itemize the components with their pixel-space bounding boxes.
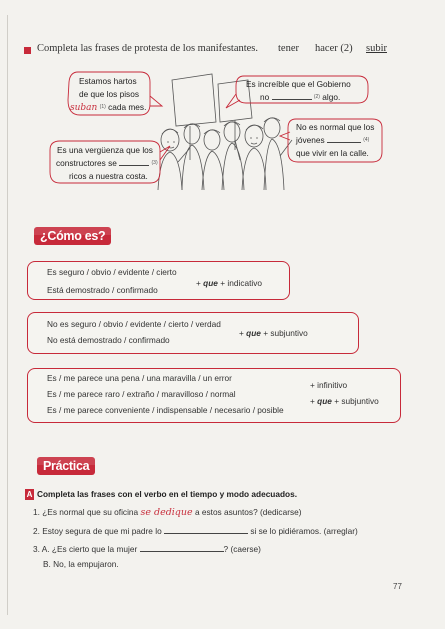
bubble-2-line2b: algo. xyxy=(322,92,341,102)
speech-bubble-1 xyxy=(70,75,151,115)
item-text: 3. A. ¿Es cierto que la mujer xyxy=(33,544,138,554)
exercise-item-2 xyxy=(33,526,358,536)
exercise-item-1 xyxy=(33,507,302,518)
bubble-3-line1: No es normal que los xyxy=(296,122,375,132)
bubble-4-line3: ricos a nuestra costa. xyxy=(69,171,148,181)
rule-mood: + subjuntivo xyxy=(263,328,308,338)
grammar-box1-line1: Es seguro / obvio / evidente / cierto xyxy=(47,267,177,277)
grammar-box3-line2: Es / me parece raro / extraño / maravilloso / normal xyxy=(47,389,236,399)
rule-que: que xyxy=(246,328,261,338)
rule-plus: + xyxy=(310,396,315,406)
word-bank-item: subir xyxy=(366,43,387,54)
answer-blank[interactable] xyxy=(327,135,361,143)
bubble-1-line3: cada mes. xyxy=(108,102,147,112)
rule-plus: + xyxy=(239,328,244,338)
rule-mood: + indicativo xyxy=(220,278,262,288)
item-text: a estos asuntos? (dedicarse) xyxy=(194,507,302,517)
grammar-box1-line2: Está demostrado / confirmado xyxy=(47,285,158,295)
bubble-1-line1: Estamos hartos xyxy=(79,76,137,86)
grammar-box3-rule-subjunctive xyxy=(310,396,379,406)
speech-bubble-2 xyxy=(246,78,366,104)
rule-plus: + xyxy=(196,278,201,288)
answer-blank[interactable] xyxy=(140,544,224,552)
bubble-2-line1: Es increíble que el Gobierno xyxy=(246,79,351,89)
grammar-box3-line3: Es / me parece conveniente / indispensable / necesario / posible xyxy=(47,405,284,415)
blank-number: (2) xyxy=(313,94,320,100)
grammar-box2-rule xyxy=(239,328,308,338)
instruction-text: Completa las frases de protesta de los manifestantes. xyxy=(37,43,259,54)
exercise-instruction: Completa las frases con el verbo en el tiempo y modo adecuados. xyxy=(37,489,298,499)
grammar-box3-line1: Es / me parece una pena / una maravilla / un error xyxy=(47,373,232,383)
blank-number: (1) xyxy=(99,104,106,110)
section-title-practica: Práctica xyxy=(37,457,95,475)
rule-que: que xyxy=(203,278,218,288)
word-bank-item: tener xyxy=(278,43,299,54)
exercise-a-badge: A xyxy=(26,490,33,499)
handwritten-answer: se dedique xyxy=(140,507,193,518)
item-text: 2. Estoy segura de que mi padre lo xyxy=(33,526,162,536)
section-title-como-es: ¿Cómo es? xyxy=(34,227,111,245)
grammar-box1-rule xyxy=(196,278,262,288)
bubble-1-line2: de que los pisos xyxy=(79,89,139,99)
item-text: ? (caerse) xyxy=(223,544,261,554)
grammar-box2-line2: No está demostrado / confirmado xyxy=(47,335,170,345)
blank-number: (3) xyxy=(151,160,158,166)
grammar-box2-line1: No es seguro / obvio / evidente / cierto / verdad xyxy=(47,319,221,329)
exercise-item-3a xyxy=(33,544,261,554)
rule-mood: + subjuntivo xyxy=(334,396,379,406)
item-text: 1. ¿Es normal que su oficina xyxy=(33,507,139,517)
bubble-4-line2: constructores se xyxy=(56,158,117,168)
answer-blank[interactable] xyxy=(272,92,312,100)
item-text: si se lo pidiéramos. (arreglar) xyxy=(250,526,358,536)
bubble-4-line1: Es una vergüenza que los xyxy=(57,145,153,155)
bubble-3-line2: jóvenes xyxy=(296,135,325,145)
answer-blank[interactable] xyxy=(164,526,248,534)
bubble-1-handwritten-answer: suban xyxy=(70,103,98,113)
speech-bubble-3 xyxy=(296,121,380,160)
bubble-2-line2a: no xyxy=(260,92,270,102)
answer-blank[interactable] xyxy=(119,158,149,166)
blank-number: (4) xyxy=(363,137,370,143)
word-bank-item: hacer (2) xyxy=(315,43,353,54)
speech-bubble-4 xyxy=(57,144,161,183)
bubble-3-line3: que vivir en la calle. xyxy=(296,148,369,158)
rule-que: que xyxy=(317,396,332,406)
grammar-box3-rule-infinitive: + infinitivo xyxy=(310,380,348,390)
exercise-item-3b: B. No, la empujaron. xyxy=(43,559,119,569)
page-number: 77 xyxy=(393,582,402,591)
